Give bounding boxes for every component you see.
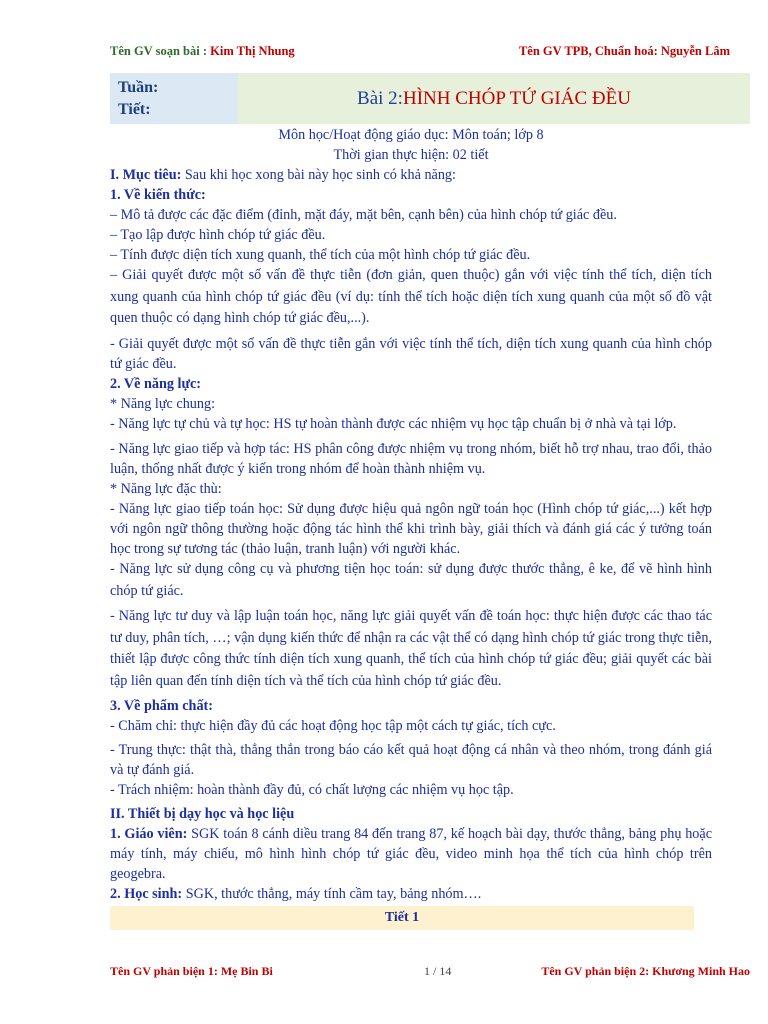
week-period-cell: [110, 73, 238, 124]
document-body: [110, 125, 712, 924]
reviewer-2: Tên GV phản biện 2: Khương Minh Hao: [541, 964, 750, 978]
equipment-heading: II. Thiết bị dạy học và học liệu: [110, 806, 295, 822]
quality-item: - Trung thực: thật thà, thẳng thắn trong báo cáo kết quả hoạt động cá nhân và theo nhóm, trong đánh giá và tự đánh giá.: [110, 742, 712, 778]
quality-item: - Trách nhiệm: hoàn thành đầy đủ, có chất lượng các nhiệm vụ học tập.: [110, 782, 514, 798]
objectives-heading: I. Mục tiêu: Sau khi học xong bài này học sinh có khả năng:: [110, 167, 456, 183]
week-label: Tuần:: [118, 79, 159, 96]
reviewer-line: Tên GV TPB, Chuẩn hoá: Nguyễn Lâm: [518, 44, 730, 58]
author-line: Tên GV soạn bài : Kim Thị Nhung: [110, 44, 295, 58]
quality-heading: 3. Về phẩm chất:: [110, 698, 213, 714]
knowledge-item: - Giải quyết được một số vấn đề thực tiễn gắn với việc tính thể tích, diện tích xung quanh của hình chóp tứ giác đều.: [110, 335, 712, 372]
lesson-title-box: [110, 73, 750, 124]
competency-item: - Năng lực tư duy và lập luận toán học, năng lực giải quyết vấn đề toán học: thực hiện được các thao tác tư duy, phân tích, …; vận dụng kiến thức để nhận ra các vật thể có dạng hình chóp tứ giác trong thực tiễn, thiết lập được công thức tính diện tích xung quanh, thể tích của hình chóp tứ giác đều; giải quyết các bài tập liên quan đến tính diện tích và thể tích của hình chóp tứ giác đều.: [110, 608, 712, 689]
knowledge-item: – Tính được diện tích xung quanh, thể tích của một hình chóp tứ giác đều.: [110, 247, 531, 263]
lesson-title: Bài 2: HÌNH CHÓP TỨ GIÁC ĐỀU: [238, 73, 750, 124]
period-banner: Tiết 1: [110, 906, 694, 930]
general-competency-label: * Năng lực chung:: [110, 395, 216, 412]
competency-item: - Năng lực giao tiếp và hợp tác: HS phân công được nhiệm vụ trong nhóm, biết hỗ trợ nhau, trao đổi, thảo luận, thống nhất được ý kiến trong nhóm để hoàn thành nhiệm vụ.: [110, 441, 712, 477]
subject-line: Môn học/Hoạt động giáo dục: Môn toán; lớp 8: [278, 127, 544, 143]
page-number: 1 / 14: [424, 964, 452, 978]
duration-line: Thời gian thực hiện: 02 tiết: [333, 147, 489, 163]
lesson-title-text: HÌNH CHÓP TỨ GIÁC ĐỀU: [402, 87, 631, 109]
knowledge-item: – Giải quyết được một số vấn đề thực tiễn (đơn giản, quen thuộc) gắn với việc tính thể tích, diện tích xung quanh của hình chóp tứ giác đều (ví dụ: tính thể tích hoặc diện tích xung quanh của một số đồ vật quen thuộc có dạng hình chóp tứ giác đều,...).: [110, 267, 712, 326]
knowledge-item: – Tạo lập được hình chóp tứ giác đều.: [110, 227, 326, 243]
competency-heading: 2. Về năng lực:: [110, 375, 202, 392]
quality-item: - Chăm chỉ: thực hiện đầy đủ các hoạt động học tập một cách tự giác, tích cực.: [110, 718, 556, 734]
competency-item: - Năng lực tự chủ và tự học: HS tự hoàn thành được các nhiệm vụ học tập chuẩn bị ở nhà và tại lớp.: [110, 415, 677, 432]
competency-item: - Năng lực sử dụng công cụ và phương tiện học toán: sử dụng được thước thẳng, ê ke, để vẽ hình hình chóp tứ giác.: [110, 561, 712, 599]
period-label: Tiết:: [118, 101, 151, 118]
knowledge-item: – Mô tả được các đặc điểm (đỉnh, mặt đáy, mặt bên, cạnh bên) của hình chóp tứ giác đều.: [110, 207, 617, 223]
reviewer-1: Tên GV phản biện 1: Mẹ Bin Bi: [110, 964, 273, 978]
teacher-materials: 1. Giáo viên: SGK toán 8 cánh diều trang 84 đến trang 87, kế hoạch bài dạy, thước thẳng, bảng phụ hoặc máy tính, máy chiếu, mô hình hình chóp tứ giác đều, video minh họa thể tích của hình chóp trên geogebra.: [110, 826, 712, 882]
author-name: Kim Thị Nhung: [210, 44, 295, 58]
competency-item: - Năng lực giao tiếp toán học: Sử dụng được hiệu quả ngôn ngữ toán học (Hình chóp tứ giác,...) kết hợp với ngôn ngữ thông thường hoặc động tác hình thể khi trình bày, giải thích và đánh giá các ý tưởng toán học trong sự tương tác (thảo luận, tranh luận) với người khác.: [110, 501, 712, 557]
student-materials: 2. Học sinh: SGK, thước thẳng, máy tính cầm tay, bảng nhóm….: [110, 886, 482, 902]
specific-competency-label: * Năng lực đặc thù:: [110, 481, 222, 497]
knowledge-heading: 1. Về kiến thức:: [110, 187, 206, 203]
